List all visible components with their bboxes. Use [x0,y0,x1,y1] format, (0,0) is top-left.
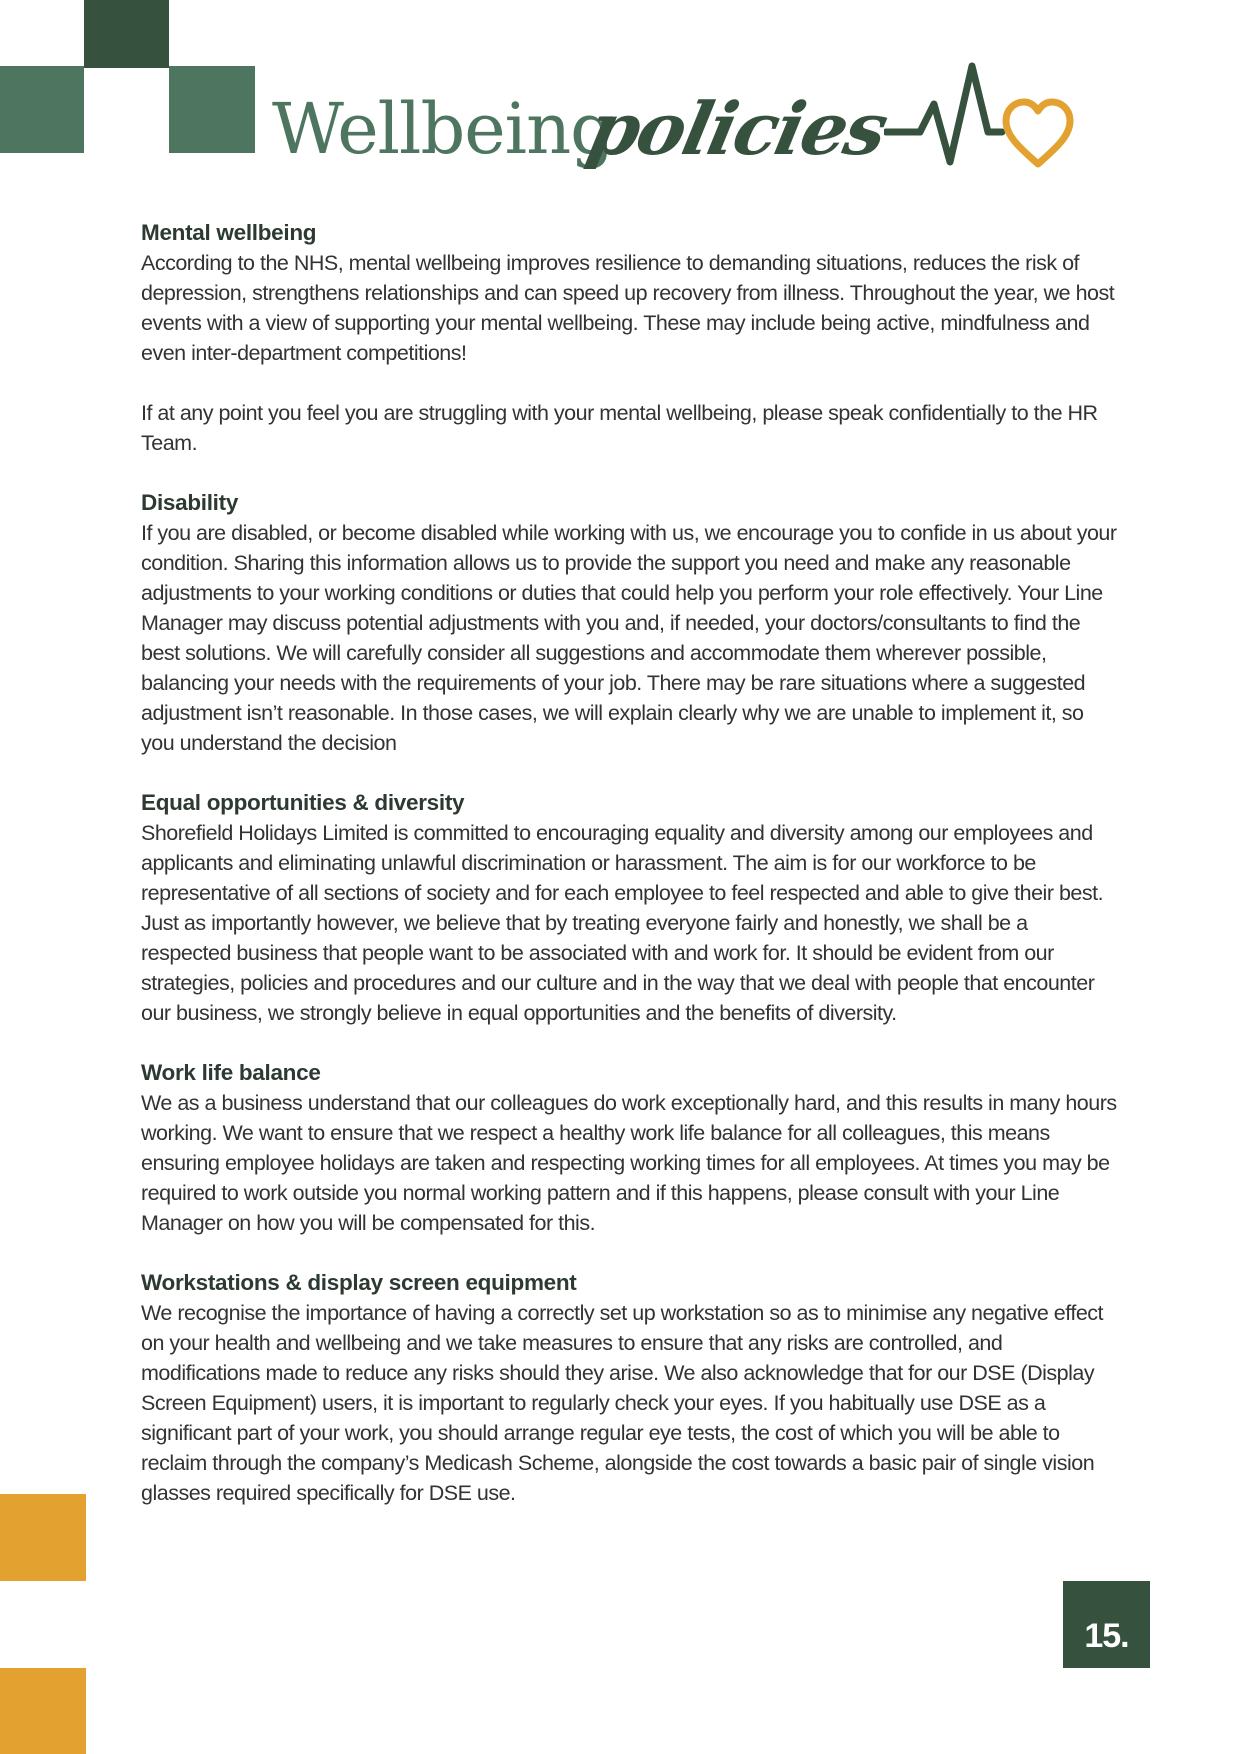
section-heading: Workstations & display screen equipment [141,1270,577,1295]
decor-square-bottom-lower [0,1668,86,1754]
decor-square-top-right [169,66,255,153]
decor-square-bottom-upper [0,1494,86,1581]
section-workstations-dse [141,1268,1121,1508]
section-paragraph: Shorefield Holidays Limited is committed to encouraging equality and diversity among our employees and applicants and eliminating unlawful discrimination or harassment. The aim is for our workforce to be representative of all sections of society and for each employee to feel respected and able to give their best. Just as importantly however, we believe that by treating everyone fairly and honestly, we shall be a respected business that people want to be associated with and work for. It should be evident from our strategies, policies and procedures and our culture and in the way that we deal with people that encounter our business, we strongly believe in equal opportunities and the benefits of diversity. [141,821,1104,1025]
section-heading: Equal opportunities & diversity [141,790,465,815]
decor-square-top-dark [84,0,169,68]
page-title-plain: Wellbeing [272,88,614,170]
section-paragraph: We recognise the importance of having a correctly set up workstation so as to minimise any negative effect on your health and wellbeing and we take measures to ensure that any risks are controlled, and modifications made to reduce any risks should they arise. We also acknowledge that for our DSE (Display Screen Equipment) users, it is important to regularly check your eyes. If you habitually use DSE as a significant part of your work, you should arrange regular eye tests, the cost of which you will be able to reclaim through the company’s Medicash Scheme, alongside the cost towards a basic pair of single vision glasses required specifically for DSE use. [141,1301,1103,1505]
section-work-life-balance [141,1058,1121,1238]
section-paragraph: If you are disabled, or become disabled while working with us, we encourage you to confide in us about your condition. Sharing this information allows us to provide the support you need and make any reasonable adjustments to your working conditions or duties that could help you perform your role effectively. Your Line Manager may discuss potential adjustments with you and, if needed, your doctors/consultants to find the best solutions. We will carefully consider all suggestions and accommodate them wherever possible, balancing your needs with the requirements of your job. There may be rare situations where a suggested adjustment isn’t reasonable. In those cases, we will explain clearly why we are unable to implement it, so you understand the decision [141,521,1117,755]
page-number-badge: 15. [1063,1581,1150,1668]
section-paragraph: According to the NHS, mental wellbeing improves resilience to demanding situations, reduces the risk of depression, strengthens relationships and can speed up recovery from illness. Throughout the year, we host events with a view of supporting your mental wellbeing. These may include being active, mindfulness and even inter-department competitions! [141,251,1115,365]
section-mental-wellbeing [141,218,1121,458]
page-title [272,82,1092,192]
section-paragraph: We as a business understand that our colleagues do work exceptionally hard, and this results in many hours working. We want to ensure that we respect a healthy work life balance for all colleagues, this means ensuring employee holidays are taken and respecting working times for all employees. At times you may be required to work outside you normal working pattern and if this happens, please consult with your Line Manager on how you will be compensated for this. [141,1091,1117,1235]
section-disability [141,488,1121,758]
heartbeat-heart-icon [884,60,1084,200]
section-heading: Mental wellbeing [141,220,317,245]
policy-content [141,218,1121,1538]
decor-square-top-left [0,66,84,153]
section-heading: Disability [141,490,239,515]
section-paragraph: If at any point you feel you are struggling with your mental wellbeing, please speak confidentially to the HR Team. [141,401,1098,455]
section-heading: Work life balance [141,1060,321,1085]
section-equal-opportunities [141,788,1121,1028]
page-title-script: policies [580,86,894,171]
